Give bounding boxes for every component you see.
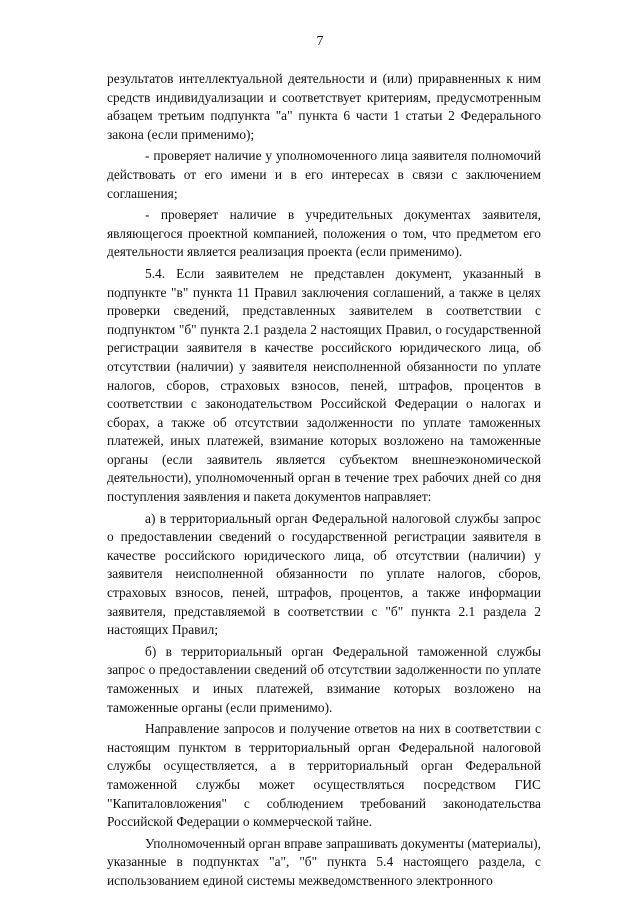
paragraph-subitem-a: а) в территориальный орган Федеральной налоговой службы запрос о предоставлении сведений о государственной регистрации заявителя в качестве российского юридического лица, об отсутствии (наличии) у заявителя неисполненной обязанности по уплате налогов, сборов, страховых взносов, пеней, штрафов, процентов, а также информации заявителя, представляемой в соответствии с "б" пункта 2.1 раздела 2 настоящих Правил; bbox=[107, 510, 541, 638]
paragraph-authority-right: Уполномоченный орган вправе запрашивать документы (материалы), указанные в подпунктах "а", "б" пункта 5.4 настоящего раздела, с использованием единой системы межведомственного электронного bbox=[107, 835, 541, 888]
paragraph-subitem-b: б) в территориальный орган Федеральной таможенной службы запрос о предоставлении сведений об отсутствии задолженности по уплате таможенных и иных платежей, взимание которых возложено на таможенные органы (если применимо). bbox=[107, 643, 541, 715]
paragraph-5-4: 5.4. Если заявителем не представлен документ, указанный в подпункте "в" пункта 11 Правил заключения соглашений, а также в целях проверки сведений, представленных заявителем в соответствии с подпунктом "б" пункта 2.1 раздела 2 настоящих Правил, о государственной регистрации заявителя в качестве российского юридического лица, об отсутствии (наличии) у заявителя неисполненной обязанности по уплате налогов, сборов, страховых взносов, пеней, штрафов, процентов в соответствии с законодательством Российской Федерации о налогах и сборах, а также об отсутствии задолженности по уплате таможенных платежей, иных платежей, взимание которых возложено на таможенные органы (если заявитель является субъектом внешнеэкономической деятельности), уполномоченный орган в течение трех рабочих дней со дня поступления заявления и пакета документов направляет: bbox=[107, 265, 541, 505]
page-number: 7 bbox=[316, 34, 324, 49]
document-body bbox=[107, 70, 541, 894]
paragraph-check-charter: - проверяет наличие в учредительных документах заявителя, являющегося проектной компанией, положения о том, что предметом его деятельности является реализация проекта (если применимо). bbox=[107, 207, 541, 260]
paragraph-check-authority: - проверяет наличие у уполномоченного лица заявителя полномочий действовать от его имени и в его интересах в связи с заключением соглашения; bbox=[107, 148, 541, 201]
paragraph-requests: Направление запросов и получение ответов на них в соответствии с настоящим пунктом в территориальный орган Федеральной налоговой службы осуществляется, а в территориальный орган Федеральной таможенной службы может осуществляться посредством ГИС "Капиталовложения" с соблюдением требований законодательства Российской Федерации о коммерческой тайне. bbox=[107, 721, 541, 830]
paragraph-continuation: результатов интеллектуальной деятельности и (или) приравненных к ним средств индивидуализации и соответствует критериям, предусмотренным абзацем третьим подпункта "а" пункта 6 части 1 статьи 2 Федерального закона (если применимо); bbox=[107, 71, 541, 142]
